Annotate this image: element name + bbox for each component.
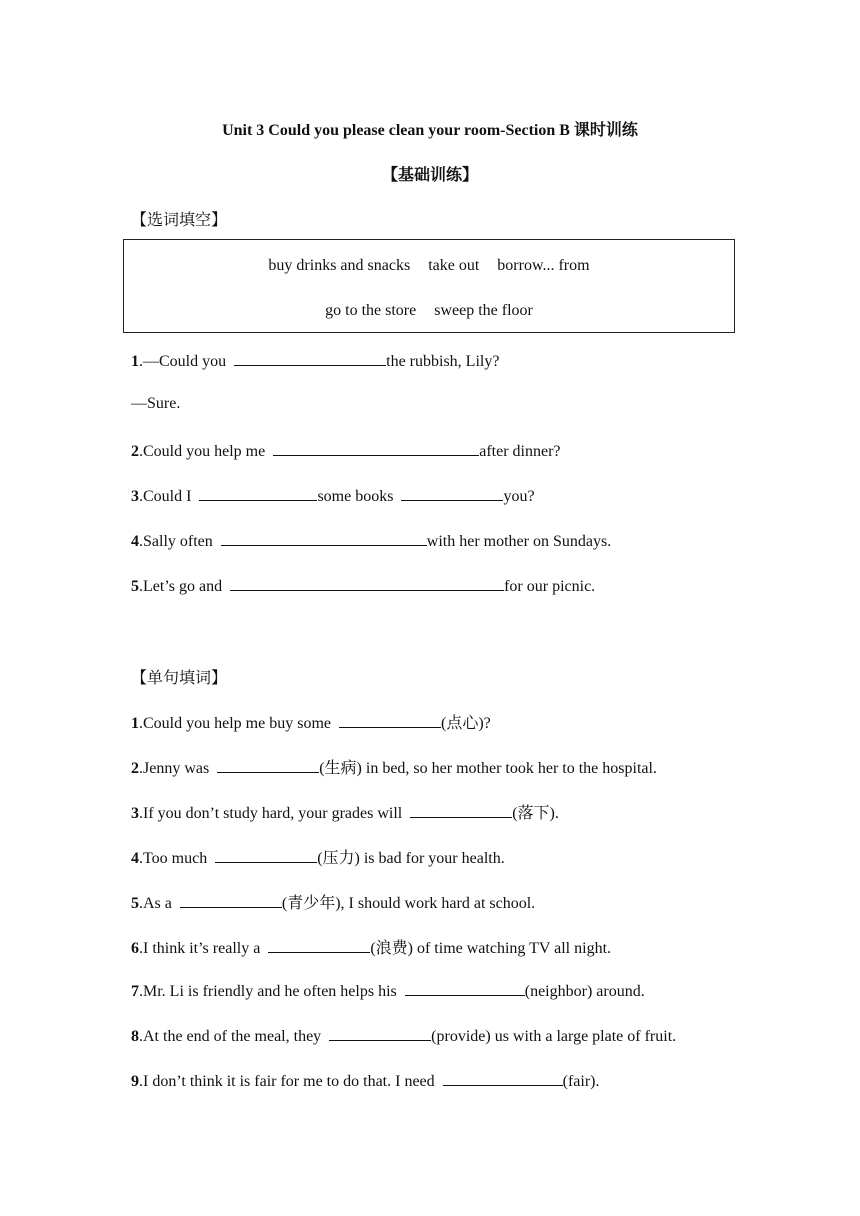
question-1-2: 2.Could you help me after dinner? — [131, 440, 561, 461]
answer-blank[interactable] — [405, 980, 525, 996]
answer-line-sure: —Sure. — [131, 395, 181, 412]
answer-blank[interactable] — [401, 485, 503, 501]
word-bank-row-2 — [124, 302, 734, 320]
question-2-9: 9.I don’t think it is fair for me to do that. I need (fair). — [131, 1070, 600, 1091]
question-2-3: 3.If you don’t study hard, your grades will (落下). — [131, 800, 559, 823]
word-bank-item: borrow... from — [497, 257, 590, 274]
question-2-4: 4.Too much (压力) is bad for your health. — [131, 845, 505, 868]
question-1-4: 4.Sally often with her mother on Sundays. — [131, 530, 611, 551]
answer-blank[interactable] — [230, 575, 504, 591]
question-2-5: 5.As a (青少年), I should work hard at school. — [131, 890, 535, 913]
question-1-3: 3.Could I some books you? — [131, 485, 535, 506]
section-heading-fill-words: 【单句填词】 — [131, 670, 228, 687]
answer-blank[interactable] — [215, 847, 317, 863]
question-1-5: 5.Let’s go and for our picnic. — [131, 575, 595, 596]
answer-blank[interactable] — [199, 485, 317, 501]
word-bank-box — [123, 239, 735, 333]
question-2-6: 6.I think it’s really a (浪费) of time watching TV all night. — [131, 935, 611, 958]
word-bank-item: sweep the floor — [434, 302, 533, 319]
answer-blank[interactable] — [221, 530, 427, 546]
question-2-8: 8.At the end of the meal, they (provide) us with a large plate of fruit. — [131, 1025, 676, 1046]
question-2-1: 1.Could you help me buy some (点心)? — [131, 710, 491, 733]
answer-blank[interactable] — [234, 350, 386, 366]
answer-blank[interactable] — [443, 1070, 563, 1086]
answer-blank[interactable] — [339, 712, 441, 728]
section-heading-word-choice: 【选词填空】 — [131, 212, 228, 229]
answer-blank[interactable] — [217, 757, 319, 773]
answer-blank[interactable] — [180, 892, 282, 908]
section-subtitle: 【基础训练】 — [381, 167, 478, 184]
word-bank-item: buy drinks and snacks — [268, 257, 411, 274]
answer-blank[interactable] — [410, 802, 512, 818]
question-1-1: 1.—Could you the rubbish, Lily? — [131, 350, 499, 371]
word-bank-item: take out — [428, 257, 480, 274]
page-title: Unit 3 Could you please clean your room-Section B 课时训练 — [222, 122, 638, 139]
answer-blank[interactable] — [268, 937, 370, 953]
word-bank-row-1 — [124, 257, 734, 275]
answer-blank[interactable] — [273, 440, 479, 456]
answer-blank[interactable] — [329, 1025, 431, 1041]
question-2-2: 2.Jenny was (生病) in bed, so her mother took her to the hospital. — [131, 755, 657, 778]
word-bank-item: go to the store — [325, 302, 417, 319]
question-2-7: 7.Mr. Li is friendly and he often helps his (neighbor) around. — [131, 980, 645, 1001]
